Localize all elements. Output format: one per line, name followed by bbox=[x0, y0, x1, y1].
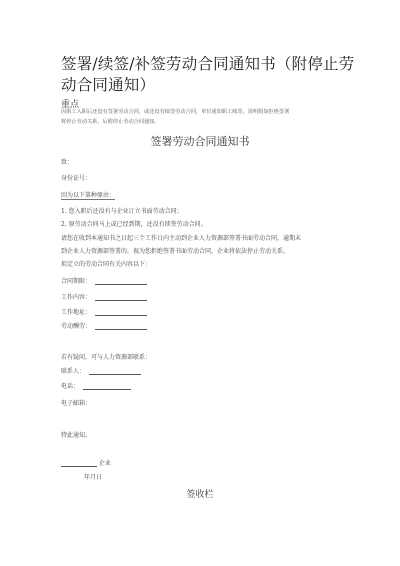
phone-label: 电话： bbox=[61, 383, 80, 390]
receipt-section-title: 签收栏 bbox=[186, 490, 214, 500]
company-signature bbox=[61, 458, 111, 467]
contract-intro: 拟定立的劳动合同有关内容以下： bbox=[61, 261, 152, 268]
reason-intro-text: 因为以下第种原由： bbox=[61, 192, 116, 199]
field-label: 工作内容： bbox=[61, 294, 92, 301]
contact-label: 联系人： bbox=[61, 368, 86, 375]
reason-intro bbox=[61, 190, 115, 199]
email-label: 电子邮箱： bbox=[61, 400, 92, 407]
field-contract-term bbox=[61, 276, 147, 285]
blank-line bbox=[83, 382, 131, 390]
blank-line bbox=[95, 308, 147, 316]
blank-line bbox=[95, 293, 147, 301]
notice-title: 签署劳动合同通知书 bbox=[150, 135, 250, 148]
key-points-label: 重点 bbox=[61, 100, 80, 110]
contact-person bbox=[61, 366, 141, 375]
page-title: 签署/续签/补签劳动合同通知书（附停止劳动合同通知） bbox=[61, 55, 355, 94]
id-number-label: 身份证号： bbox=[61, 175, 92, 182]
body-line-2: 到企业人力资源部签署的，视为您拒绝签署书面劳动合同，企业将依法停止劳动关系。 bbox=[61, 248, 290, 255]
blank-line bbox=[95, 322, 147, 330]
field-work-location bbox=[61, 307, 147, 316]
date-line: 年月日 bbox=[84, 474, 103, 481]
blank-line bbox=[95, 277, 147, 285]
field-label: 劳动酬劳： bbox=[61, 323, 92, 330]
phone bbox=[61, 381, 131, 390]
field-job-content bbox=[61, 292, 147, 301]
reason-2: 2. 原劳动合同马上或已经到期，还没有续签劳动合同。 bbox=[61, 221, 207, 228]
field-label: 工作地址： bbox=[61, 309, 92, 316]
body-line-1: 请您在收到本通知书之日起三个工作日内主动到企业人力资源部签署书面劳动合同，逾期未 bbox=[61, 235, 302, 242]
special-notice: 特此通知。 bbox=[61, 432, 92, 439]
field-compensation bbox=[61, 321, 147, 330]
salutation: 致： bbox=[61, 159, 74, 166]
company-label: 企业 bbox=[98, 460, 111, 467]
blank-line bbox=[61, 459, 97, 467]
question-line: 若有疑问，可与人力资源部联系： bbox=[61, 354, 152, 361]
reason-1: 1. 您入职后还没有与企业订立书面劳动合同； bbox=[61, 208, 183, 215]
note-line-1: 因职工入职后还没有签署劳动合同，或还没有续签劳动合同，单位通知职工续签，说明假如拒绝签署 bbox=[61, 109, 290, 115]
blank-line bbox=[89, 367, 141, 375]
note-line-2: 将停止劳动关系，后附停止劳动合同通知。 bbox=[61, 119, 160, 125]
field-label: 合同期限： bbox=[61, 278, 92, 285]
